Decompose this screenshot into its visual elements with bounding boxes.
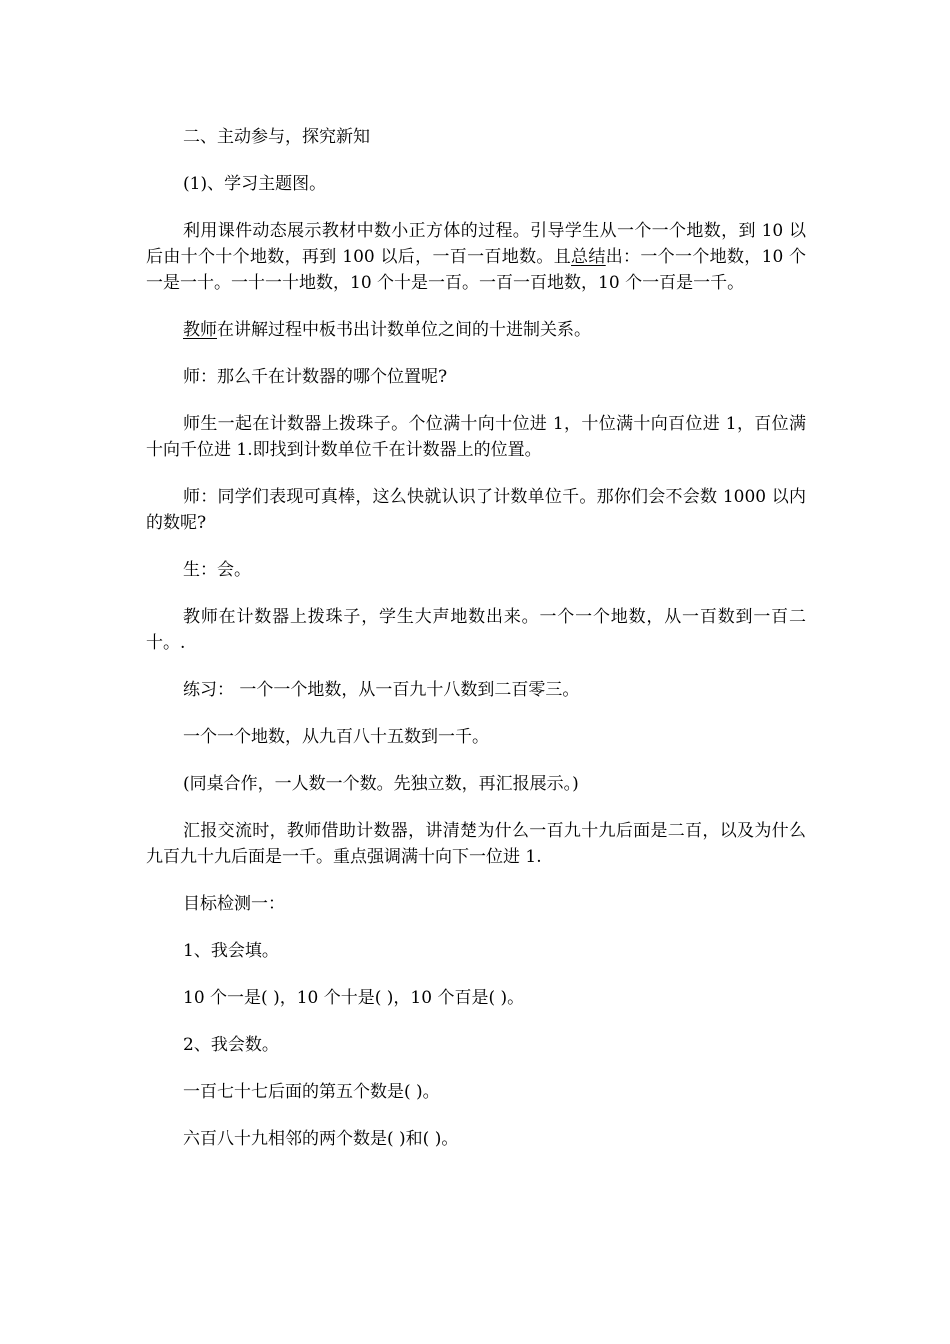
paragraph-target-check: 目标检测一： (183, 894, 285, 914)
paragraph-report: 汇报交流时，教师借助计数器，讲清楚为什么一百九十九后面是二百，以及为什么九百九十九后面是一千。重点强调满十向下一位进 1. (146, 821, 806, 867)
section-heading: 二、主动参与，探究新知 (183, 127, 370, 147)
exercise-1-heading: 1、我会填。 (183, 941, 279, 961)
paragraph-pair-work: (同桌合作，一人数一个数。先独立数，再汇报展示。) (183, 774, 579, 794)
exercise-2-item-1: 一百七十七后面的第五个数是( )。 (183, 1082, 440, 1102)
subsection-heading: (1)、学习主题图。 (183, 174, 327, 194)
paragraph-teacher-board (146, 317, 806, 343)
exercise-1-item: 10 个一是( )，10 个十是( )，10 个百是( )。 (183, 988, 525, 1008)
paragraph-praise: 师：同学们表现可真棒，这么快就认识了计数单位千。那你们会不会数 1000 以内的数呢? (146, 487, 806, 533)
paragraph-abacus: 师生一起在计数器上拨珠子。个位满十向十位进 1，十位满十向百位进 1，百位满十向千位进 1.即找到计数单位千在计数器上的位置。 (146, 414, 806, 460)
underlined-text: 总结 (571, 247, 606, 267)
paragraph-counting: 教师在计数器上拨珠子，学生大声地数出来。一个一个地数，从一百数到一百二十。. (146, 607, 806, 653)
exercise-2-heading: 2、我会数。 (183, 1035, 279, 1055)
paragraph-student-answer: 生：会。 (183, 560, 251, 580)
underlined-text: 教师 (183, 320, 217, 340)
text-run: 在讲解过程中板书出计数单位之间的十进制关系。 (217, 320, 591, 340)
text-run: 利用课件动态展示教材中数小正方体的过程。引导学生从一个一个地数，到 10 以后由十个十个地数，再到 100 以后，一百一百地数。且 (146, 221, 806, 267)
exercise-2-item-2: 六百八十九相邻的两个数是( )和( )。 (183, 1129, 459, 1149)
paragraph-courseware (146, 218, 806, 296)
document-page (146, 124, 806, 1173)
paragraph-question: 师：那么千在计数器的哪个位置呢? (183, 367, 448, 387)
paragraph-practice: 练习： 一个一个地数，从一百九十八数到二百零三。 (183, 680, 580, 700)
text-run: 出：一个一个地数，10 个一是一十。一十一十地数，10 个十是一百。一百一百地数，10 个一百是一千。 (146, 247, 806, 293)
paragraph-practice-2: 一个一个地数，从九百八十五数到一千。 (183, 727, 489, 747)
